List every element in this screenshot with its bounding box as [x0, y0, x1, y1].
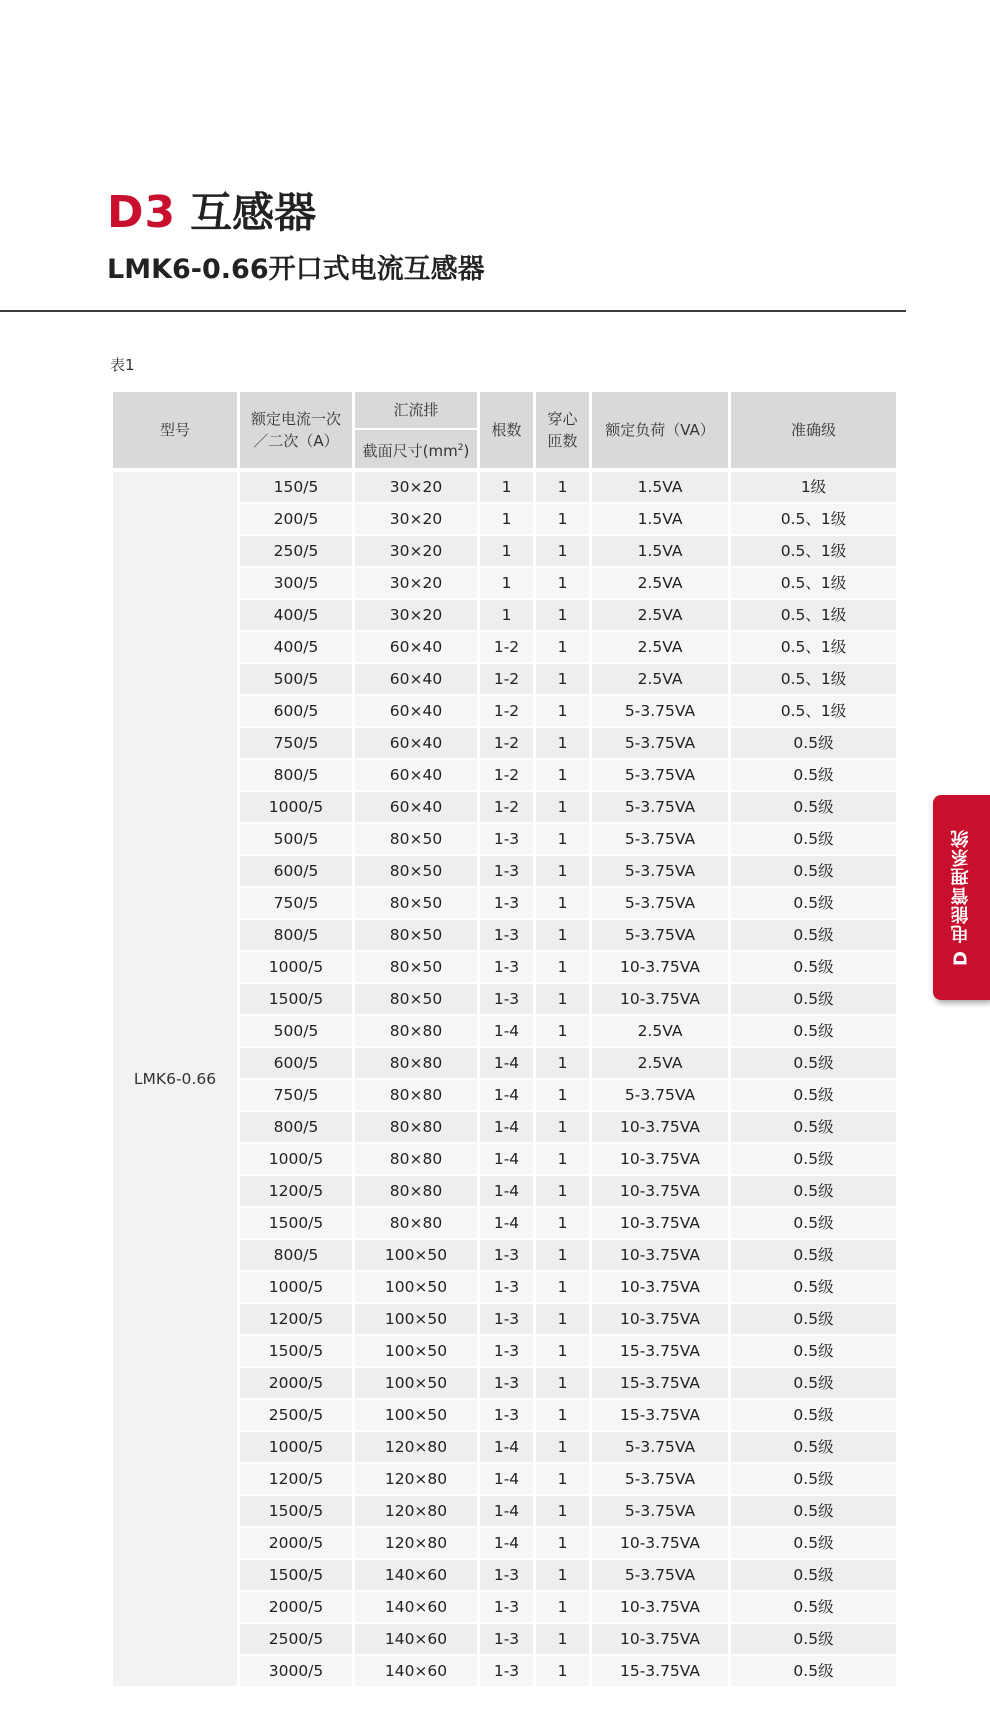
rated-current-cell: 800/5: [240, 918, 352, 950]
busbar-section-cell: 80×80: [355, 1110, 477, 1142]
count-cell: 1: [480, 566, 533, 598]
section-code: D3: [107, 187, 177, 238]
accuracy-cell: 0.5级: [731, 1302, 896, 1334]
count-cell: 1-2: [480, 726, 533, 758]
rated-current-cell: 400/5: [240, 598, 352, 630]
busbar-section-cell: 140×60: [355, 1622, 477, 1654]
rated-current-cell: 500/5: [240, 1014, 352, 1046]
rated-current-cell: 750/5: [240, 726, 352, 758]
rated-current-cell: 300/5: [240, 566, 352, 598]
count-cell: 1-3: [480, 854, 533, 886]
burden-cell: 10-3.75VA: [592, 1238, 728, 1270]
count-cell: 1-2: [480, 662, 533, 694]
turns-cell: 1: [536, 1334, 589, 1366]
count-cell: 1-4: [480, 1142, 533, 1174]
turns-cell: 1: [536, 1142, 589, 1174]
busbar-section-cell: 30×20: [355, 502, 477, 534]
title-divider: [0, 310, 906, 312]
turns-cell: 1: [536, 502, 589, 534]
rated-current-cell: 1200/5: [240, 1174, 352, 1206]
turns-cell: 1: [536, 566, 589, 598]
burden-cell: 10-3.75VA: [592, 1302, 728, 1334]
burden-cell: 10-3.75VA: [592, 1526, 728, 1558]
busbar-section-cell: 120×80: [355, 1526, 477, 1558]
busbar-section-cell: 100×50: [355, 1302, 477, 1334]
count-cell: 1: [480, 598, 533, 630]
accuracy-cell: 0.5级: [731, 1494, 896, 1526]
burden-cell: 1.5VA: [592, 468, 728, 502]
accuracy-cell: 0.5、1级: [731, 502, 896, 534]
accuracy-cell: 0.5级: [731, 886, 896, 918]
turns-cell: 1: [536, 886, 589, 918]
busbar-section-cell: 100×50: [355, 1334, 477, 1366]
busbar-section-cell: 140×60: [355, 1590, 477, 1622]
burden-cell: 2.5VA: [592, 566, 728, 598]
accuracy-cell: 0.5级: [731, 1462, 896, 1494]
rated-current-cell: 500/5: [240, 662, 352, 694]
count-cell: 1-4: [480, 1526, 533, 1558]
busbar-section-cell: 80×80: [355, 1014, 477, 1046]
rated-current-cell: 600/5: [240, 854, 352, 886]
burden-cell: 5-3.75VA: [592, 1494, 728, 1526]
rated-current-cell: 1000/5: [240, 1430, 352, 1462]
rated-current-cell: 1500/5: [240, 1494, 352, 1526]
busbar-section-cell: 80×50: [355, 886, 477, 918]
spec-table-body: [113, 468, 896, 1686]
count-cell: 1-4: [480, 1014, 533, 1046]
turns-cell: 1: [536, 1014, 589, 1046]
count-cell: 1-3: [480, 1622, 533, 1654]
busbar-section-cell: 100×50: [355, 1270, 477, 1302]
burden-cell: 10-3.75VA: [592, 1622, 728, 1654]
busbar-section-cell: 60×40: [355, 662, 477, 694]
busbar-section-cell: 80×50: [355, 854, 477, 886]
header-busbar-section-sup: 2: [457, 442, 464, 453]
rated-current-cell: 500/5: [240, 822, 352, 854]
rated-current-cell: 1500/5: [240, 1558, 352, 1590]
busbar-section-cell: 120×80: [355, 1462, 477, 1494]
burden-cell: 5-3.75VA: [592, 1078, 728, 1110]
rated-current-cell: 1200/5: [240, 1462, 352, 1494]
turns-cell: 1: [536, 726, 589, 758]
turns-cell: 1: [536, 1270, 589, 1302]
header-burden: 额定负荷（VA）: [592, 392, 728, 468]
rated-current-cell: 1500/5: [240, 1206, 352, 1238]
accuracy-cell: 0.5级: [731, 1142, 896, 1174]
turns-cell: 1: [536, 1302, 589, 1334]
count-cell: 1-3: [480, 918, 533, 950]
burden-cell: 2.5VA: [592, 1046, 728, 1078]
rated-current-cell: 1500/5: [240, 1334, 352, 1366]
rated-current-cell: 1200/5: [240, 1302, 352, 1334]
busbar-section-cell: 140×60: [355, 1654, 477, 1686]
burden-cell: 10-3.75VA: [592, 1142, 728, 1174]
turns-cell: 1: [536, 630, 589, 662]
accuracy-cell: 0.5级: [731, 1622, 896, 1654]
count-cell: 1-3: [480, 1398, 533, 1430]
burden-cell: 10-3.75VA: [592, 950, 728, 982]
accuracy-cell: 0.5级: [731, 1398, 896, 1430]
accuracy-cell: 0.5级: [731, 1654, 896, 1686]
burden-cell: 10-3.75VA: [592, 982, 728, 1014]
burden-cell: 5-3.75VA: [592, 790, 728, 822]
accuracy-cell: 0.5级: [731, 1590, 896, 1622]
turns-cell: 1: [536, 662, 589, 694]
count-cell: 1-4: [480, 1174, 533, 1206]
rated-current-cell: 800/5: [240, 1238, 352, 1270]
turns-cell: 1: [536, 1430, 589, 1462]
header-busbar: 汇流排: [355, 392, 477, 428]
busbar-section-cell: 60×40: [355, 790, 477, 822]
header-busbar-section-text: 截面尺寸(mm: [362, 441, 458, 460]
turns-cell: 1: [536, 534, 589, 566]
turns-cell: 1: [536, 1238, 589, 1270]
accuracy-cell: 0.5级: [731, 758, 896, 790]
accuracy-cell: 0.5级: [731, 982, 896, 1014]
turns-cell: 1: [536, 1590, 589, 1622]
busbar-section-cell: 80×50: [355, 918, 477, 950]
rated-current-cell: 1000/5: [240, 1142, 352, 1174]
count-cell: 1-4: [480, 1206, 533, 1238]
model-cell: LMK6-0.66: [113, 468, 237, 1686]
turns-cell: 1: [536, 1526, 589, 1558]
accuracy-cell: 0.5、1级: [731, 598, 896, 630]
accuracy-cell: 0.5级: [731, 950, 896, 982]
accuracy-cell: 0.5级: [731, 1430, 896, 1462]
burden-cell: 5-3.75VA: [592, 854, 728, 886]
accuracy-cell: 0.5级: [731, 1174, 896, 1206]
accuracy-cell: 0.5级: [731, 854, 896, 886]
busbar-section-cell: 80×80: [355, 1078, 477, 1110]
accuracy-cell: 0.5级: [731, 1206, 896, 1238]
turns-cell: 1: [536, 1558, 589, 1590]
header-accuracy: 准确级: [731, 392, 896, 468]
rated-current-cell: 1000/5: [240, 950, 352, 982]
product-subtitle: LMK6-0.66开口式电流互感器: [107, 254, 485, 285]
burden-cell: 15-3.75VA: [592, 1398, 728, 1430]
burden-cell: 10-3.75VA: [592, 1270, 728, 1302]
accuracy-cell: 0.5、1级: [731, 566, 896, 598]
rated-current-cell: 800/5: [240, 758, 352, 790]
count-cell: 1-3: [480, 1366, 533, 1398]
turns-cell: 1: [536, 1654, 589, 1686]
burden-cell: 10-3.75VA: [592, 1110, 728, 1142]
header-rated-current-line1: 额定电流一次: [250, 410, 341, 428]
busbar-section-cell: 100×50: [355, 1366, 477, 1398]
rated-current-cell: 1500/5: [240, 982, 352, 1014]
count-cell: 1: [480, 502, 533, 534]
rated-current-cell: 2500/5: [240, 1622, 352, 1654]
busbar-section-cell: 60×40: [355, 694, 477, 726]
rated-current-cell: 600/5: [240, 1046, 352, 1078]
burden-cell: 5-3.75VA: [592, 822, 728, 854]
busbar-section-cell: 100×50: [355, 1398, 477, 1430]
turns-cell: 1: [536, 1046, 589, 1078]
rated-current-cell: 3000/5: [240, 1654, 352, 1686]
rated-current-cell: 200/5: [240, 502, 352, 534]
accuracy-cell: 0.5级: [731, 726, 896, 758]
accuracy-cell: 1级: [731, 468, 896, 502]
busbar-section-cell: 80×80: [355, 1046, 477, 1078]
accuracy-cell: 0.5级: [731, 822, 896, 854]
rated-current-cell: 2000/5: [240, 1590, 352, 1622]
turns-cell: 1: [536, 1494, 589, 1526]
count-cell: 1-3: [480, 1302, 533, 1334]
busbar-section-cell: 80×80: [355, 1142, 477, 1174]
busbar-section-cell: 80×50: [355, 982, 477, 1014]
burden-cell: 5-3.75VA: [592, 1462, 728, 1494]
busbar-section-cell: 30×20: [355, 468, 477, 502]
accuracy-cell: 0.5级: [731, 790, 896, 822]
accuracy-cell: 0.5、1级: [731, 534, 896, 566]
accuracy-cell: 0.5级: [731, 1046, 896, 1078]
turns-cell: 1: [536, 982, 589, 1014]
accuracy-cell: 0.5级: [731, 1366, 896, 1398]
burden-cell: 2.5VA: [592, 598, 728, 630]
header-turns: [536, 392, 589, 468]
turns-cell: 1: [536, 1462, 589, 1494]
burden-cell: 5-3.75VA: [592, 1430, 728, 1462]
accuracy-cell: 0.5级: [731, 1558, 896, 1590]
burden-cell: 1.5VA: [592, 502, 728, 534]
rated-current-cell: 400/5: [240, 630, 352, 662]
turns-cell: 1: [536, 1078, 589, 1110]
header-model: 型号: [113, 392, 237, 468]
count-cell: 1-2: [480, 790, 533, 822]
burden-cell: 2.5VA: [592, 1014, 728, 1046]
busbar-section-cell: 120×80: [355, 1494, 477, 1526]
header-turns-line1: 穿心: [547, 410, 578, 428]
rated-current-cell: 2000/5: [240, 1366, 352, 1398]
header-count: 根数: [480, 392, 533, 468]
table-caption: 表1: [110, 356, 135, 374]
turns-cell: 1: [536, 854, 589, 886]
count-cell: 1-4: [480, 1430, 533, 1462]
count-cell: 1-4: [480, 1494, 533, 1526]
turns-cell: 1: [536, 1206, 589, 1238]
burden-cell: 10-3.75VA: [592, 1174, 728, 1206]
count-cell: 1-4: [480, 1462, 533, 1494]
count-cell: 1-2: [480, 694, 533, 726]
count-cell: 1-4: [480, 1110, 533, 1142]
accuracy-cell: 0.5级: [731, 918, 896, 950]
count-cell: 1-2: [480, 758, 533, 790]
burden-cell: 15-3.75VA: [592, 1366, 728, 1398]
turns-cell: 1: [536, 1622, 589, 1654]
accuracy-cell: 0.5级: [731, 1014, 896, 1046]
busbar-section-cell: 80×50: [355, 822, 477, 854]
count-cell: 1-3: [480, 1270, 533, 1302]
busbar-section-cell: 60×40: [355, 758, 477, 790]
burden-cell: 5-3.75VA: [592, 758, 728, 790]
burden-cell: 15-3.75VA: [592, 1654, 728, 1686]
accuracy-cell: 0.5、1级: [731, 662, 896, 694]
busbar-section-cell: 30×20: [355, 598, 477, 630]
busbar-section-cell: 30×20: [355, 566, 477, 598]
turns-cell: 1: [536, 1174, 589, 1206]
turns-cell: 1: [536, 758, 589, 790]
rated-current-cell: 800/5: [240, 1110, 352, 1142]
side-tab-label: D 电能管理系统: [950, 828, 972, 967]
turns-cell: 1: [536, 790, 589, 822]
accuracy-cell: 0.5级: [731, 1526, 896, 1558]
busbar-section-cell: 60×40: [355, 630, 477, 662]
rated-current-cell: 150/5: [240, 468, 352, 502]
burden-cell: 5-3.75VA: [592, 726, 728, 758]
busbar-section-cell: 140×60: [355, 1558, 477, 1590]
page-title: [107, 180, 317, 238]
count-cell: 1-3: [480, 886, 533, 918]
count-cell: 1: [480, 534, 533, 566]
rated-current-cell: 750/5: [240, 886, 352, 918]
turns-cell: 1: [536, 1366, 589, 1398]
accuracy-cell: 0.5级: [731, 1078, 896, 1110]
count-cell: 1-3: [480, 950, 533, 982]
accuracy-cell: 0.5级: [731, 1270, 896, 1302]
burden-cell: 5-3.75VA: [592, 886, 728, 918]
header-rated-current: [240, 392, 352, 468]
rated-current-cell: 1000/5: [240, 790, 352, 822]
header-busbar-section-end: ): [463, 441, 470, 460]
count-cell: 1-3: [480, 1558, 533, 1590]
burden-cell: 5-3.75VA: [592, 918, 728, 950]
count-cell: 1-3: [480, 1654, 533, 1686]
busbar-section-cell: 100×50: [355, 1238, 477, 1270]
header-rated-current-line2: ／二次（A）: [253, 432, 339, 450]
header-busbar-section: [355, 428, 477, 468]
count-cell: 1-3: [480, 1590, 533, 1622]
count-cell: 1-3: [480, 822, 533, 854]
count-cell: 1-3: [480, 982, 533, 1014]
rated-current-cell: 1000/5: [240, 1270, 352, 1302]
rated-current-cell: 600/5: [240, 694, 352, 726]
busbar-section-cell: 80×80: [355, 1174, 477, 1206]
busbar-section-cell: 80×80: [355, 1206, 477, 1238]
count-cell: 1-4: [480, 1046, 533, 1078]
turns-cell: 1: [536, 822, 589, 854]
burden-cell: 2.5VA: [592, 630, 728, 662]
side-section-tab[interactable]: [933, 795, 990, 1000]
accuracy-cell: 0.5级: [731, 1110, 896, 1142]
burden-cell: 10-3.75VA: [592, 1206, 728, 1238]
count-cell: 1-4: [480, 1078, 533, 1110]
rated-current-cell: 250/5: [240, 534, 352, 566]
rated-current-cell: 2500/5: [240, 1398, 352, 1430]
busbar-section-cell: 30×20: [355, 534, 477, 566]
burden-cell: 1.5VA: [592, 534, 728, 566]
count-cell: 1: [480, 468, 533, 502]
accuracy-cell: 0.5级: [731, 1334, 896, 1366]
turns-cell: 1: [536, 1110, 589, 1142]
turns-cell: 1: [536, 1398, 589, 1430]
rated-current-cell: 2000/5: [240, 1526, 352, 1558]
burden-cell: 10-3.75VA: [592, 1590, 728, 1622]
count-cell: 1-2: [480, 630, 533, 662]
section-title: 互感器: [190, 188, 317, 237]
rated-current-cell: 750/5: [240, 1078, 352, 1110]
accuracy-cell: 0.5、1级: [731, 694, 896, 726]
burden-cell: 2.5VA: [592, 662, 728, 694]
busbar-section-cell: 60×40: [355, 726, 477, 758]
turns-cell: 1: [536, 598, 589, 630]
burden-cell: 5-3.75VA: [592, 694, 728, 726]
busbar-section-cell: 120×80: [355, 1430, 477, 1462]
count-cell: 1-3: [480, 1334, 533, 1366]
header-turns-line2: 匝数: [547, 432, 578, 450]
accuracy-cell: 0.5、1级: [731, 630, 896, 662]
burden-cell: 5-3.75VA: [592, 1558, 728, 1590]
count-cell: 1-3: [480, 1238, 533, 1270]
table-row: [113, 468, 896, 502]
spec-table: [110, 392, 899, 1686]
accuracy-cell: 0.5级: [731, 1238, 896, 1270]
busbar-section-cell: 80×50: [355, 950, 477, 982]
turns-cell: 1: [536, 694, 589, 726]
burden-cell: 15-3.75VA: [592, 1334, 728, 1366]
turns-cell: 1: [536, 468, 589, 502]
turns-cell: 1: [536, 950, 589, 982]
turns-cell: 1: [536, 918, 589, 950]
